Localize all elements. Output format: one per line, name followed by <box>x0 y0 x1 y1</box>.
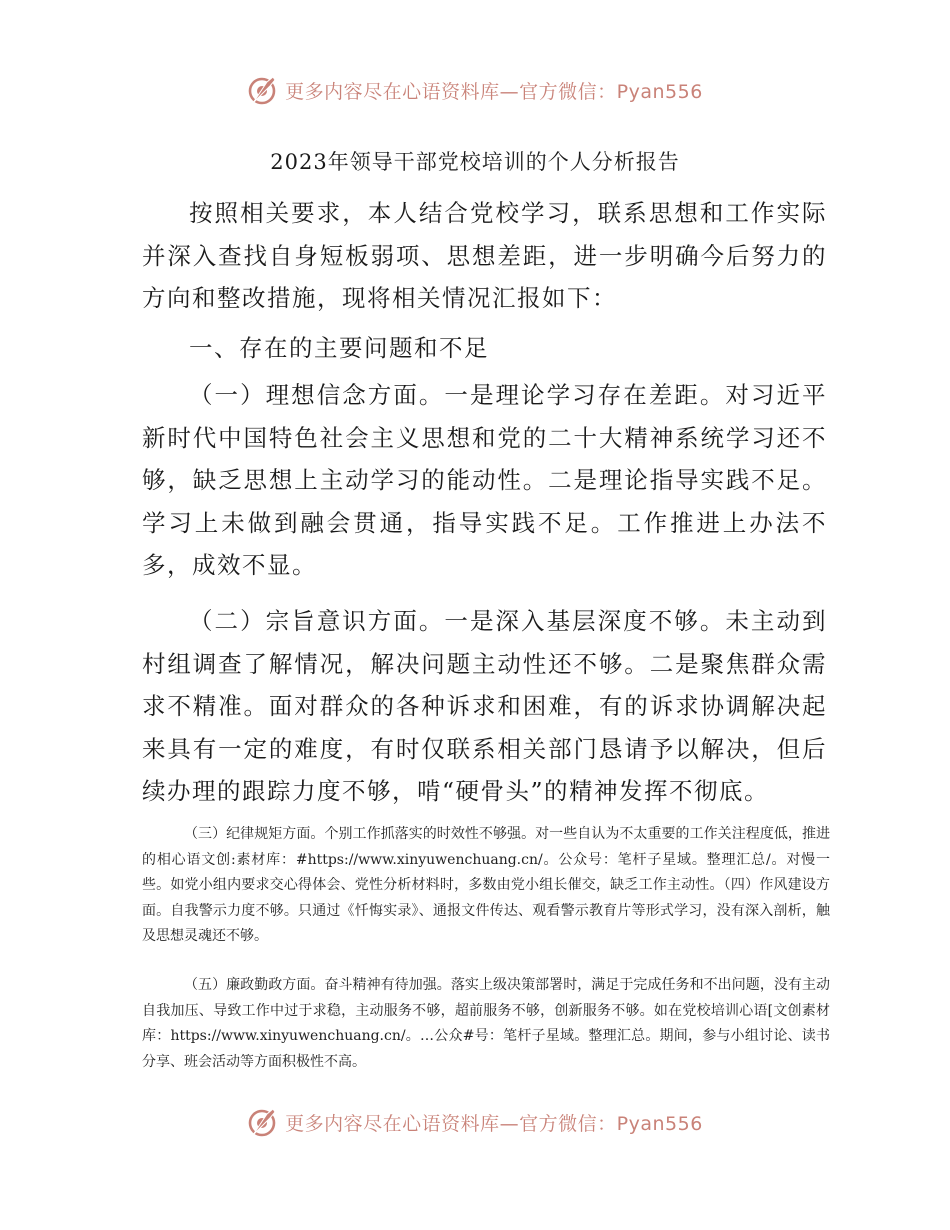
pen-logo-icon <box>247 73 281 107</box>
section-5-text: （五）廉政勤政方面。奋斗精神有待加强。落实上级决策部署时，满足于完成任务和不出问题，没有主动自我加压、导致工作中过于求稳，主动服务不够，超前服务不够，创新服务不够。如在党校培训心语[文创素材库：https://www.xinyuwenchuang.cn/。…公众#号：笔杆子星域。整理汇总。期间，参与小组讨论、读书分享、班会活动等方面积极性不高。 <box>142 977 830 1070</box>
section-1-paragraph <box>142 374 827 587</box>
section-2-text: （二）宗旨意识方面。一是深入基层深度不够。未主动到村组调查了解情况，解决问题主动性还不够。二是聚焦群众需求不精准。面对群众的各种诉求和困难，有的诉求协调解决起来具有一定的难度，有时仅联系相关部门恳请予以解决，但后续办理的跟踪力度不够，啃“硬骨头”的精神发挥不彻底。 <box>142 607 827 805</box>
banner-text: 更多内容尽在心语资料库—官方微信：Pyan556 <box>285 80 703 103</box>
banner-text: 更多内容尽在心语资料库—官方微信：Pyan556 <box>285 1112 703 1135</box>
pen-logo-icon <box>247 1105 281 1139</box>
bottom-watermark-banner <box>0 1102 950 1142</box>
section-1-text: （一）理想信念方面。一是理论学习存在差距。对习近平新时代中国特色社会主义思想和党的二十大精神系统学习还不够，缺乏思想上主动学习的能动性。二是理论指导实践不足。学习上未做到融会贯通，指导实践不足。工作推进上办法不多，成效不显。 <box>142 381 827 579</box>
section-heading <box>142 327 827 370</box>
document-title: 2023年领导干部党校培训的个人分析报告 <box>270 150 680 174</box>
top-watermark-banner <box>0 70 950 110</box>
section-5-paragraph <box>142 973 830 1075</box>
section-3-text: （三）纪律规矩方面。个别工作抓落实的时效性不够强。对一些自认为不太重要的工作关注程度低，推进的相心语文创:素材库：#https://www.xinyuwenchuang.cn/。公众号：笔杆子星域。整理汇总/。对慢一些。如党小组内要求交心得体会、党性分析材料时，多数由党小组长催交，缺乏工作主动性。（四）作风建设方面。自我警示力度不够。只通过《忏悔实录》、通报文件传达、观看警示教育片等形式学习，没有深入剖析，触及思想灵魂还不够。 <box>142 826 830 944</box>
section-3-paragraph <box>142 822 830 950</box>
intro-text: 按照相关要求，本人结合党校学习，联系思想和工作实际并深入查找自身短板弱项、思想差距，进一步明确今后努力的方向和整改措施，现将相关情况汇报如下： <box>142 199 827 312</box>
heading-text: 一、存在的主要问题和不足 <box>189 334 489 362</box>
section-2-paragraph <box>142 600 827 813</box>
intro-paragraph <box>142 192 827 320</box>
